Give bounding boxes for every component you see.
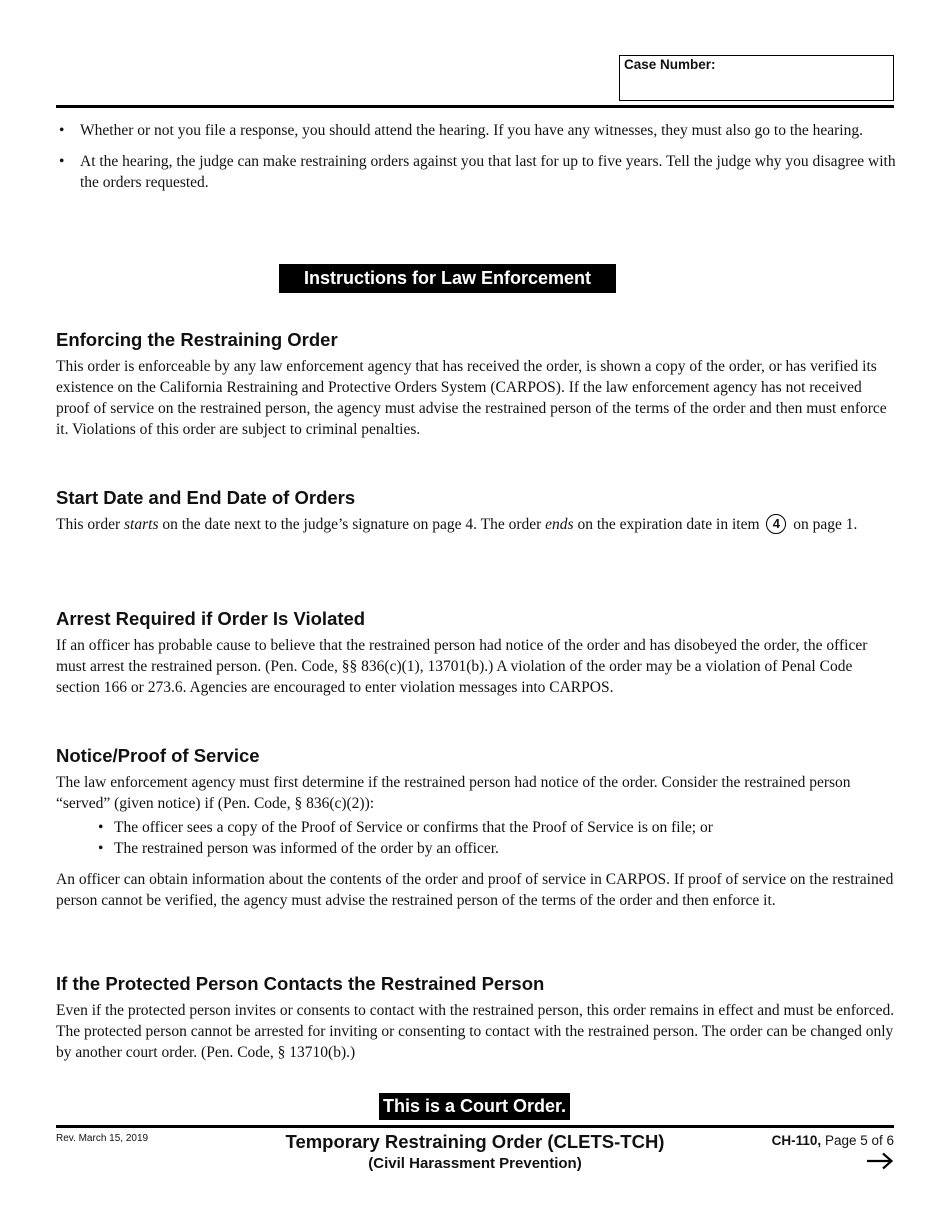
section-heading: Start Date and End Date of Orders xyxy=(56,487,356,508)
bullet-icon: • xyxy=(59,153,65,170)
section-heading: Notice/Proof of Service xyxy=(56,745,260,766)
court-order-banner: This is a Court Order. xyxy=(379,1093,570,1120)
right-arrow-icon[interactable] xyxy=(866,1152,894,1175)
section-heading: Enforcing the Restraining Order xyxy=(56,329,338,350)
section-enforcing xyxy=(56,329,896,440)
section-body-2: An officer can obtain information about the contents of the order and proof of service in CARPOS. If proof of service on the restrained person cannot be verified, the agency must advise the restrained person of the terms of the order and then enforce it. xyxy=(56,871,894,909)
text-run: on the date next to the judge’s signature on page 4. The order xyxy=(158,516,546,533)
footer-divider xyxy=(56,1125,894,1128)
intro-bullet-list xyxy=(56,120,896,203)
section-arrest xyxy=(56,608,896,698)
bullet-text: Whether or not you file a response, you should attend the hearing. If you have any witnesses, they must also go to the hearing. xyxy=(80,122,863,139)
section-heading: Arrest Required if Order Is Violated xyxy=(56,608,366,629)
revision-date: Rev. March 15, 2019 xyxy=(56,1133,149,1144)
law-enforcement-banner: Instructions for Law Enforcement xyxy=(279,264,616,293)
item-number-circle: 4 xyxy=(766,514,786,534)
section-contacts xyxy=(56,973,896,1063)
emphasis-ends: ends xyxy=(545,516,574,533)
text-run: on the expiration date in item xyxy=(573,516,760,533)
section-body: If an officer has probable cause to believe that the restrained person had notice of the order and has disobeyed the order, the officer must arrest the restrained person. (Pen. Code, §§ 836(c)(1), 13701(b).) A violation of the order may be a violation of Penal Code section 166 or 273.6. Agencies are encouraged to enter violation messages into CARPOS. xyxy=(56,637,868,696)
list-item xyxy=(56,817,896,838)
list-item xyxy=(56,838,896,859)
list-item xyxy=(56,120,896,141)
bullet-icon: • xyxy=(98,840,104,857)
list-item-text: The officer sees a copy of the Proof of Service or confirms that the Proof of Service is on file; or xyxy=(114,819,713,836)
section-notice xyxy=(56,745,896,911)
list-item-text: The restrained person was informed of the order by an officer. xyxy=(114,840,499,857)
emphasis-starts: starts xyxy=(124,516,159,533)
section-body: The law enforcement agency must first determine if the restrained person had notice of the order. Consider the restrained person “served” (given notice) if (Pen. Code, § 836(c)(2)): xyxy=(56,774,851,812)
notice-list xyxy=(56,817,896,859)
list-item xyxy=(56,151,896,193)
bullet-text: At the hearing, the judge can make restraining orders against you that last for up to five years. Tell the judge why you disagree with the orders requested. xyxy=(80,153,896,191)
section-body: Even if the protected person invites or consents to contact with the restrained person, this order remains in effect and must be enforced. The protected person cannot be arrested for inviting or consenting to contact with the restrained person. The order can be changed only by another court order. (Pen. Code, § 13710(b).) xyxy=(56,1002,895,1061)
section-body: This order is enforceable by any law enforcement agency that has received the order, is shown a copy of the order, or has verified its existence on the California Restraining and Protective Orders System (CARPOS). If the law enforcement agency has not received proof of service on the restrained person, the agency must advise the restrained person of the terms of the order and then must enforce it. Violations of this order are subject to criminal penalties. xyxy=(56,358,887,438)
section-heading: If the Protected Person Contacts the Restrained Person xyxy=(56,973,545,994)
text-run: on page 1. xyxy=(793,516,858,533)
header-divider xyxy=(56,105,894,108)
bullet-icon: • xyxy=(59,122,65,139)
case-number-label: Case Number: xyxy=(624,57,716,72)
text-run: This order xyxy=(56,516,125,533)
case-number-box[interactable] xyxy=(619,55,894,101)
form-subtitle: (Civil Harassment Prevention) xyxy=(368,1155,582,1172)
form-title: Temporary Restraining Order (CLETS-TCH) xyxy=(285,1131,665,1152)
form-id: CH-110, xyxy=(771,1133,822,1148)
page-number: Page 5 of 6 xyxy=(824,1133,894,1148)
bullet-icon: • xyxy=(98,819,104,836)
section-dates xyxy=(56,487,896,535)
form-page-info xyxy=(772,1133,894,1148)
section-body xyxy=(56,514,896,535)
